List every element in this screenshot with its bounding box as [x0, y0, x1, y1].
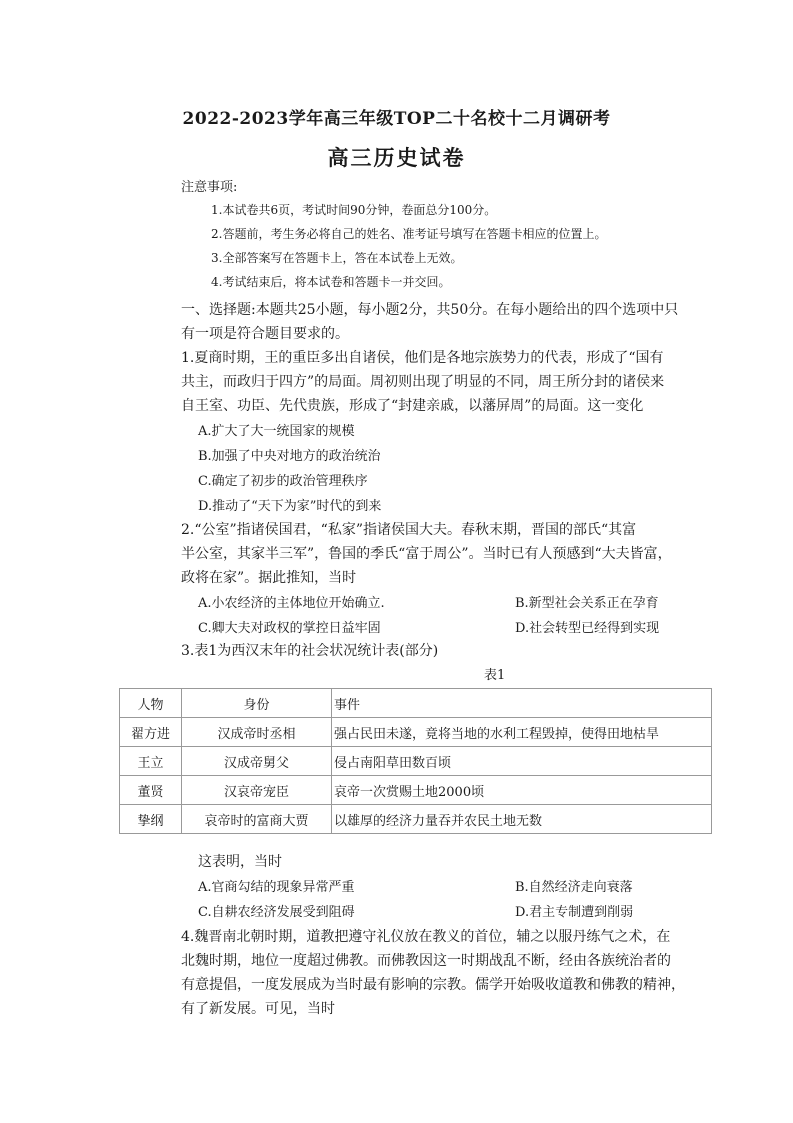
table-header-cell: 人物	[120, 689, 182, 718]
table-cell: 董贤	[120, 776, 182, 805]
table-row	[120, 718, 712, 747]
table-cell: 汉成帝时丞相	[182, 718, 332, 747]
table-cell: 汉成帝舅父	[182, 747, 332, 776]
table-cell: 王立	[120, 747, 182, 776]
q1-option-a: A.扩大了大一统国家的规模	[198, 424, 355, 439]
section-intro-line: 有一项是符合题目要求的。	[181, 326, 349, 342]
q3-lead: 这表明，当时	[198, 854, 282, 870]
q3-option-b: B.自然经济走向衰落	[515, 880, 633, 895]
notice-item: 4.考试结束后，将本试卷和答题卡一并交回。	[211, 275, 451, 289]
q2-option-d: D.社会转型已经得到实现	[515, 621, 660, 636]
exam-subtitle: 高三历史试卷	[327, 145, 466, 170]
section-intro-line: 一、选择题:本题共25小题，每小题2分，共50分。在每小题给出的四个选项中只	[181, 302, 679, 318]
q1-option-c: C.确定了初步的政治管理秩序	[198, 474, 368, 489]
q4-stem-line: 有了新发展。可见，当时	[181, 1001, 335, 1017]
table-cell: 挚纲	[120, 805, 182, 834]
q1-option-d: D.推动了“天下为家”时代的到来	[198, 499, 382, 514]
q2-stem-line: 政将在家”。据此推知，当时	[181, 570, 357, 586]
notice-item: 2.答题前，考生务必将自己的姓名、准考证号填写在答题卡相应的位置上。	[211, 227, 607, 241]
table-cell: 以雄厚的经济力量吞并农民土地无数	[332, 805, 712, 834]
q2-stem-line: 2.“公室”指诸侯国君，“私家”指诸侯国大夫。春秋末期，晋国的部氏“其富	[181, 522, 637, 538]
table-row	[120, 747, 712, 776]
table-row	[120, 776, 712, 805]
table-caption: 表1	[484, 668, 506, 683]
table-cell: 强占民田未遂，竟将当地的水利工程毁掉，使得田地枯旱	[332, 718, 712, 747]
q3-stem: 3.表1为西汉末年的社会状况统计表(部分)	[181, 643, 439, 659]
table-cell: 汉哀帝宠臣	[182, 776, 332, 805]
q4-stem-line: 北魏时期，地位一度超过佛教。而佛教因这一时期战乱不断，经由各族统治者的	[181, 953, 671, 969]
q3-table	[119, 688, 712, 834]
q4-stem-line: 4.魏晋南北朝时期，道教把遵守礼仪放在教义的首位，辅之以服丹练气之术，在	[181, 929, 671, 945]
table-row	[120, 805, 712, 834]
table-cell: 翟方进	[120, 718, 182, 747]
table-header-row	[120, 689, 712, 718]
q2-option-a: A.小农经济的主体地位开始确立.	[198, 596, 385, 611]
q2-option-c: C.卿大夫对政权的掌控日益牢固	[198, 621, 381, 636]
table-cell: 侵占南阳草田数百顷	[332, 747, 712, 776]
q1-stem-line: 1.夏商时期，王的重臣多出自诸侯，他们是各地宗族势力的代表，形成了“国有	[181, 350, 664, 366]
q3-option-d: D.君主专制遭到削弱	[515, 905, 634, 920]
q1-option-b: B.加强了中央对地方的政治统治	[198, 449, 381, 464]
q2-stem-line: 半公室，其家半三军”，鲁国的季氏“富于周公”。当时已有人预感到“大夫皆富，	[181, 546, 672, 562]
q4-stem-line: 有意提倡，一度发展成为当时最有影响的宗教。儒学开始吸收道教和佛教的精神，	[181, 977, 685, 993]
table-cell: 哀帝一次赏赐土地2000顷	[332, 776, 712, 805]
table-cell: 哀帝时的富商大贾	[182, 805, 332, 834]
notice-item: 1.本试卷共6页，考试时间90分钟，卷面总分100分。	[211, 203, 497, 217]
table-header-cell: 身份	[182, 689, 332, 718]
q2-option-b: B.新型社会关系正在孕育	[515, 596, 659, 611]
q3-option-a: A.官商勾结的现象异常严重	[198, 880, 355, 895]
q1-stem-line: 自王室、功臣、先代贵族，形成了“封建亲戚，以藩屏周”的局面。这一变化	[181, 398, 644, 414]
q3-option-c: C.自耕农经济发展受到阻碍	[198, 905, 355, 920]
notice-item: 3.全部答案写在答题卡上，答在本试卷上无效。	[211, 251, 463, 265]
notice-heading: 注意事项:	[181, 180, 238, 195]
q1-stem-line: 共主，而政归于四方”的局面。周初则出现了明显的不同，周王所分封的诸侯来	[181, 374, 665, 390]
table-header-cell: 事件	[332, 689, 712, 718]
exam-title: 2022-2023学年高三年级TOP二十名校十二月调研考	[182, 109, 611, 129]
